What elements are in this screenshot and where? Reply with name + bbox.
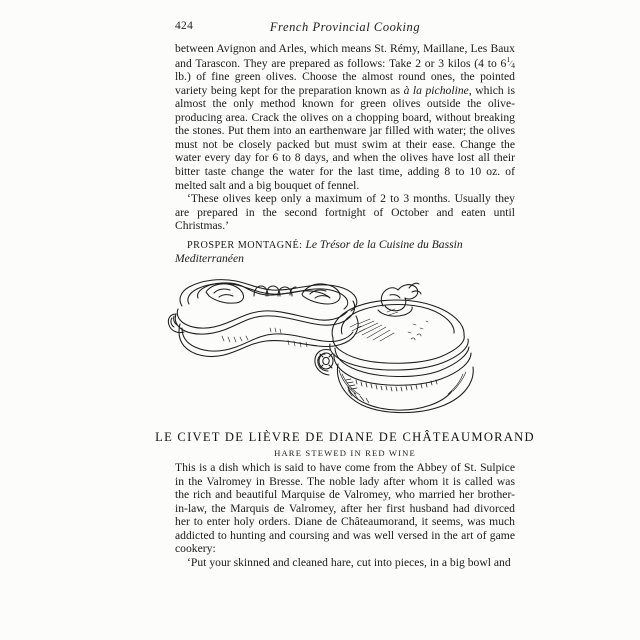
round-covered-tureen xyxy=(315,283,473,412)
recipe-caption xyxy=(145,430,545,458)
paragraph-olive-keeping: ‘These olives keep only a maximum of 2 to 3 months. Usually they are prepared in the second fortnight of October and eaten until Christmas.’ xyxy=(175,192,515,233)
paragraph-text-a: between Avignon and Arles, which means St. Rémy, Maillane, Les Baux and Tarascon. They are prepared as follows: Take 2 or 3 kilos (4 to 6 xyxy=(175,42,515,70)
lower-text-block xyxy=(175,461,515,569)
fraction-one-quarter: $^1⁄_4$ xyxy=(506,54,515,70)
attribution-author: PROSPER MONTAGNÉ: xyxy=(187,239,303,251)
serving-dishes-illustration xyxy=(162,262,492,430)
paragraph-recipe-opening: ‘Put your skinned and cleaned hare, cut into pieces, in a big bowl and xyxy=(187,555,511,569)
paragraph-text-c: , which is almost the only method known for green olives outside the olive-producing area. Crack the olives on a chopping board, without breaking the stones. Put them into an earthenware jar filled with water; the olives must not be closely packed but must swim at their ease. Change the water every day for 6 to 8 days, and when the olives have lost all their bitter taste change the water for the last time, adding 8 to 10 oz. of melted salt and a big bouquet of fennel. xyxy=(175,83,515,192)
attribution-work-title: Le Trésor de la Cuisine du Bassin Mediterranéen xyxy=(175,237,463,266)
italic-phrase-a-la-picholine: à la picholine xyxy=(403,83,469,97)
running-head xyxy=(175,20,515,38)
page-number: 424 xyxy=(175,20,194,32)
paragraph-text-b: lb.) of fine green olives. Choose the almost round ones, the pointed variety being kept for the preparation known as xyxy=(175,70,515,97)
upper-text-block xyxy=(175,42,515,266)
running-title: French Provincial Cooking xyxy=(269,20,421,34)
paragraph-dish-history: This is a dish which is said to have come from the Abbey of St. Sulpice in the Valromey in Bresse. The noble lady after whom it is called was the rich and beautiful Marquise de Valromey, who married her brother-in-law, the Marquis de Valromey, after her first husband had divorced her to enter holy orders. Diane de Châteaumorand, it seems, was much addicted to hunting and coursing and was well versed in the art of game cookery: xyxy=(175,461,515,556)
recipe-subtitle: HARE STEWED IN RED WINE xyxy=(274,448,416,458)
paragraph-olive-preparation xyxy=(175,42,515,192)
recipe-title: LE CIVET DE LIÈVRE DE DIANE DE CHÂTEAUMORAND xyxy=(155,430,535,444)
